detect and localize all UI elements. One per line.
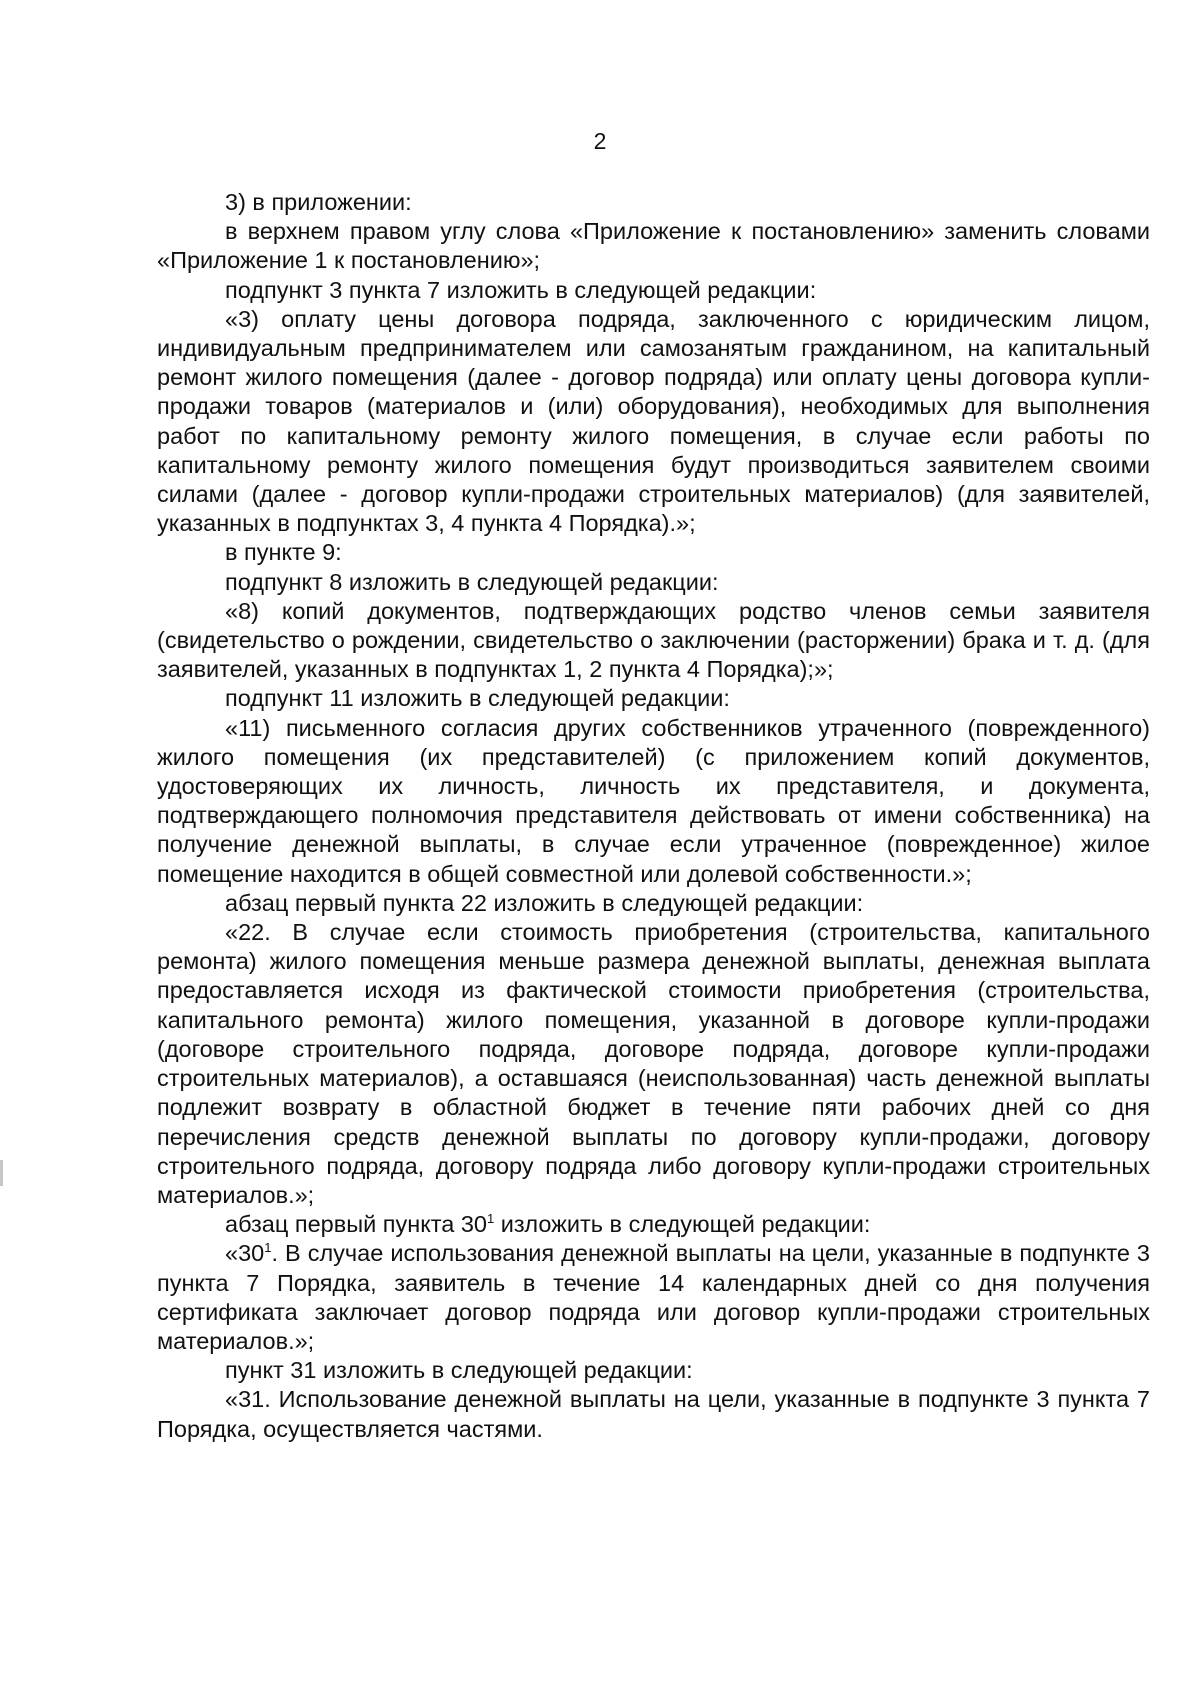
paragraph: «22. В случае если стоимость приобретения (строительства, капитального ремонта) жилого помещения меньше размера денежной выплаты, денежная выплата предоставляется исходя из фактической стоимости приобретения (строительства, капитального ремонта) жилого помещения, указанной в договоре купли-продажи (договоре строительного подряда, договоре подряда, договоре купли-продажи строительных материалов), а оставшаяся (неиспользованная) часть денежной выплаты подлежит возврату в областной бюджет в течение пяти рабочих дней со дня перечисления средств денежной выплаты по договору купли-продажи, договору строительного подряда, договору подряда либо договору купли-продажи строительных материалов.»; xyxy=(157,919,1150,1208)
paragraph: подпункт 11 изложить в следующей редакции: xyxy=(225,685,730,712)
paragraph: «3) оплату цены договора подряда, заключенного с юридическим лицом, индивидуальным предпринимателем или самозанятым гражданином, на капитальный ремонт жилого помещения (далее - договор подряда) или оплату цены договора купли-продажи товаров (материалов и (или) оборудования), необходимых для выполнения работ по капитальному ремонту жилого помещения, в случае если работы по капитальному ремонту жилого помещения будут производиться заявителем своими силами (далее - договор купли-продажи строительных материалов) (для заявителей, указанных в подпунктах 3, 4 пункта 4 Порядка).»; xyxy=(157,305,1150,537)
document-body xyxy=(157,188,1150,1444)
paragraph: в пункте 9: xyxy=(225,539,342,566)
paragraph: 3) в приложении: xyxy=(225,189,412,215)
scan-margin-mark xyxy=(0,1160,3,1186)
page-number: 2 xyxy=(593,128,607,154)
superscript: 1 xyxy=(264,1240,272,1256)
text-run: . В случае использования денежной выплаты на цели, указанные в подпункте 3 пункта 7 Порядка, заявитель в течение 14 календарных дней со дня получения сертификата заключает договор подряда или договор купли-продажи строительных материалов.»; xyxy=(157,1240,1150,1354)
paragraph: «8) копий документов, подтверждающих родство членов семьи заявителя (свидетельство о рождении, свидетельство о заключении (расторжении) брака и т. д. (для заявителей, указанных в подпунктах 1, 2 пункта 4 Порядка);»; xyxy=(157,597,1150,683)
paragraph-30-heading xyxy=(157,1210,1150,1239)
paragraph: абзац первый пункта 22 изложить в следующей редакции: xyxy=(225,889,864,916)
text-run: изложить в следующей редакции: xyxy=(494,1211,871,1238)
paragraph: в верхнем правом углу слова «Приложение к постановлению» заменить словами «Приложение 1 к постановлению»; xyxy=(157,218,1150,274)
paragraph: подпункт 3 пункта 7 изложить в следующей редакции: xyxy=(225,276,817,303)
text-run: «30 xyxy=(225,1240,265,1267)
paragraph: подпункт 8 изложить в следующей редакции: xyxy=(225,568,719,595)
paragraph: «31. Использование денежной выплаты на цели, указанные в подпункте 3 пункта 7 Порядка, осуществляется частями. xyxy=(157,1386,1150,1442)
superscript: 1 xyxy=(486,1211,495,1227)
paragraph-30-text xyxy=(157,1239,1150,1356)
text-run: абзац первый пункта 30 xyxy=(225,1211,487,1238)
paragraph: пункт 31 изложить в следующей редакции: xyxy=(225,1357,693,1384)
paragraph: «11) письменного согласия других собственников утраченного (поврежденного) жилого помещения (их представителей) (с приложением копий документов, удостоверяющих их личность, личность их представителя, и документа, подтверждающего полномочия представителя действовать от имени собственника) на получение денежной выплаты, в случае если утраченное (поврежденное) жилое помещение находится в общей совместной или долевой собственности.»; xyxy=(157,714,1150,887)
